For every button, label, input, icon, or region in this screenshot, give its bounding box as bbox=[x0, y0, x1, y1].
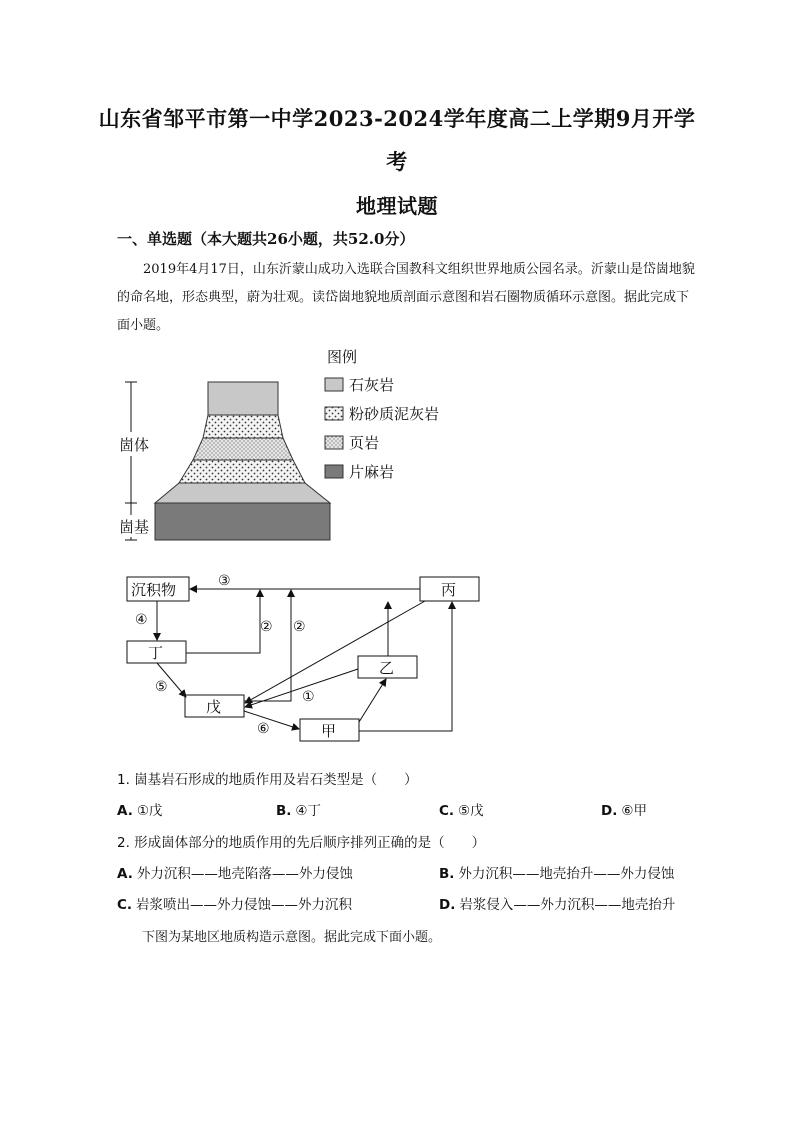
option-key: C. bbox=[439, 803, 455, 819]
legend-marlstone-label: 粉砂质泥灰岩 bbox=[349, 405, 440, 423]
option-key: D. bbox=[439, 897, 456, 913]
layer-marlstone-lower bbox=[179, 460, 305, 483]
arrow-label-3: ③ bbox=[218, 573, 231, 589]
question-1-option-d[interactable] bbox=[601, 799, 647, 819]
document-title-continued: 考 bbox=[386, 149, 408, 174]
legend-limestone-swatch bbox=[325, 378, 343, 391]
rock-cycle-figure bbox=[120, 565, 490, 745]
option-text: ⑥甲 bbox=[621, 803, 647, 819]
box-yi-label: 乙 bbox=[379, 659, 395, 677]
option-text: ①戊 bbox=[136, 803, 163, 819]
option-text: ⑤戊 bbox=[458, 803, 484, 819]
arrow-label-6: ⑥ bbox=[257, 721, 270, 737]
question-1-stem: 1. 崮基岩石形成的地质作用及岩石类型是（ ） bbox=[117, 772, 418, 788]
box-ding-label: 丁 bbox=[148, 644, 164, 662]
option-text: 岩浆侵入——外力沉积——地壳抬升 bbox=[459, 897, 676, 913]
layer-gneiss-base bbox=[155, 503, 330, 540]
question-1-option-b[interactable] bbox=[276, 799, 321, 819]
option-text: 外力沉积——地壳抬升——外力侵蚀 bbox=[458, 866, 675, 882]
option-key: D. bbox=[601, 803, 618, 819]
gu-landform-profile-figure bbox=[115, 340, 445, 550]
arrow-label-1: ① bbox=[302, 689, 315, 705]
box-sediment-label: 沉积物 bbox=[131, 581, 177, 599]
option-text: ④丁 bbox=[295, 803, 322, 819]
question-2-option-b[interactable] bbox=[439, 862, 674, 882]
legend-shale-label: 页岩 bbox=[349, 434, 380, 452]
passage-2: 下图为某地区地质构造示意图。据此完成下面小题。 bbox=[142, 930, 442, 945]
box-wu-label: 戊 bbox=[206, 698, 222, 716]
legend-shale-swatch bbox=[325, 436, 343, 449]
legend-gneiss-swatch bbox=[325, 465, 343, 478]
question-1-option-c[interactable] bbox=[439, 799, 484, 819]
section-heading: 一、单选题（本大题共26小题，共52.0分） bbox=[117, 230, 415, 248]
legend-gneiss-label: 片麻岩 bbox=[349, 463, 395, 481]
option-key: C. bbox=[117, 897, 133, 913]
passage-1: 2019年4月17日，山东沂蒙山成功入选联合国教科文组织世界地质公园名录。沂蒙山是岱崮地貌的命名地，形态典型，蔚为壮观。读岱崮地貌地质剖面示意图和岩石圈物质循环示意图。据此完成下面小题。 bbox=[117, 262, 695, 333]
question-2-option-a[interactable] bbox=[117, 862, 353, 882]
label-gu-base: 崮基 bbox=[119, 518, 150, 536]
legend-marlstone-swatch bbox=[325, 407, 343, 420]
option-text: 岩浆喷出——外力侵蚀——外力沉积 bbox=[136, 897, 353, 913]
label-gu-body: 崮体 bbox=[119, 436, 150, 454]
layer-limestone-lower bbox=[155, 483, 330, 503]
legend-title: 图例 bbox=[327, 348, 358, 366]
document-subtitle: 地理试题 bbox=[356, 194, 438, 218]
arrow-label-2a: ② bbox=[260, 619, 273, 635]
question-2-option-d[interactable] bbox=[439, 893, 675, 913]
layer-marlstone-upper bbox=[203, 415, 283, 438]
arrow-label-2b: ② bbox=[293, 619, 306, 635]
option-text: 外力沉积——地壳陷落——外力侵蚀 bbox=[136, 866, 353, 882]
question-1-option-a[interactable] bbox=[117, 799, 162, 819]
layer-limestone-cap bbox=[208, 382, 278, 415]
layer-shale bbox=[193, 438, 293, 460]
option-key: B. bbox=[276, 803, 292, 819]
option-key: A. bbox=[117, 866, 133, 882]
option-key: A. bbox=[117, 803, 133, 819]
legend-limestone-label: 石灰岩 bbox=[349, 376, 395, 394]
question-2-stem: 2. 形成崮体部分的地质作用的先后顺序排列正确的是（ ） bbox=[117, 835, 486, 851]
arrow-label-4: ④ bbox=[135, 612, 148, 628]
box-jia-label: 甲 bbox=[321, 722, 337, 740]
arrow-label-5: ⑤ bbox=[155, 679, 168, 695]
document-title: 山东省邹平市第一中学2023-2024学年度高二上学期9月开学 bbox=[98, 106, 696, 131]
option-key: B. bbox=[439, 866, 455, 882]
box-bing-label: 丙 bbox=[441, 581, 457, 599]
question-2-option-c[interactable] bbox=[117, 893, 352, 913]
